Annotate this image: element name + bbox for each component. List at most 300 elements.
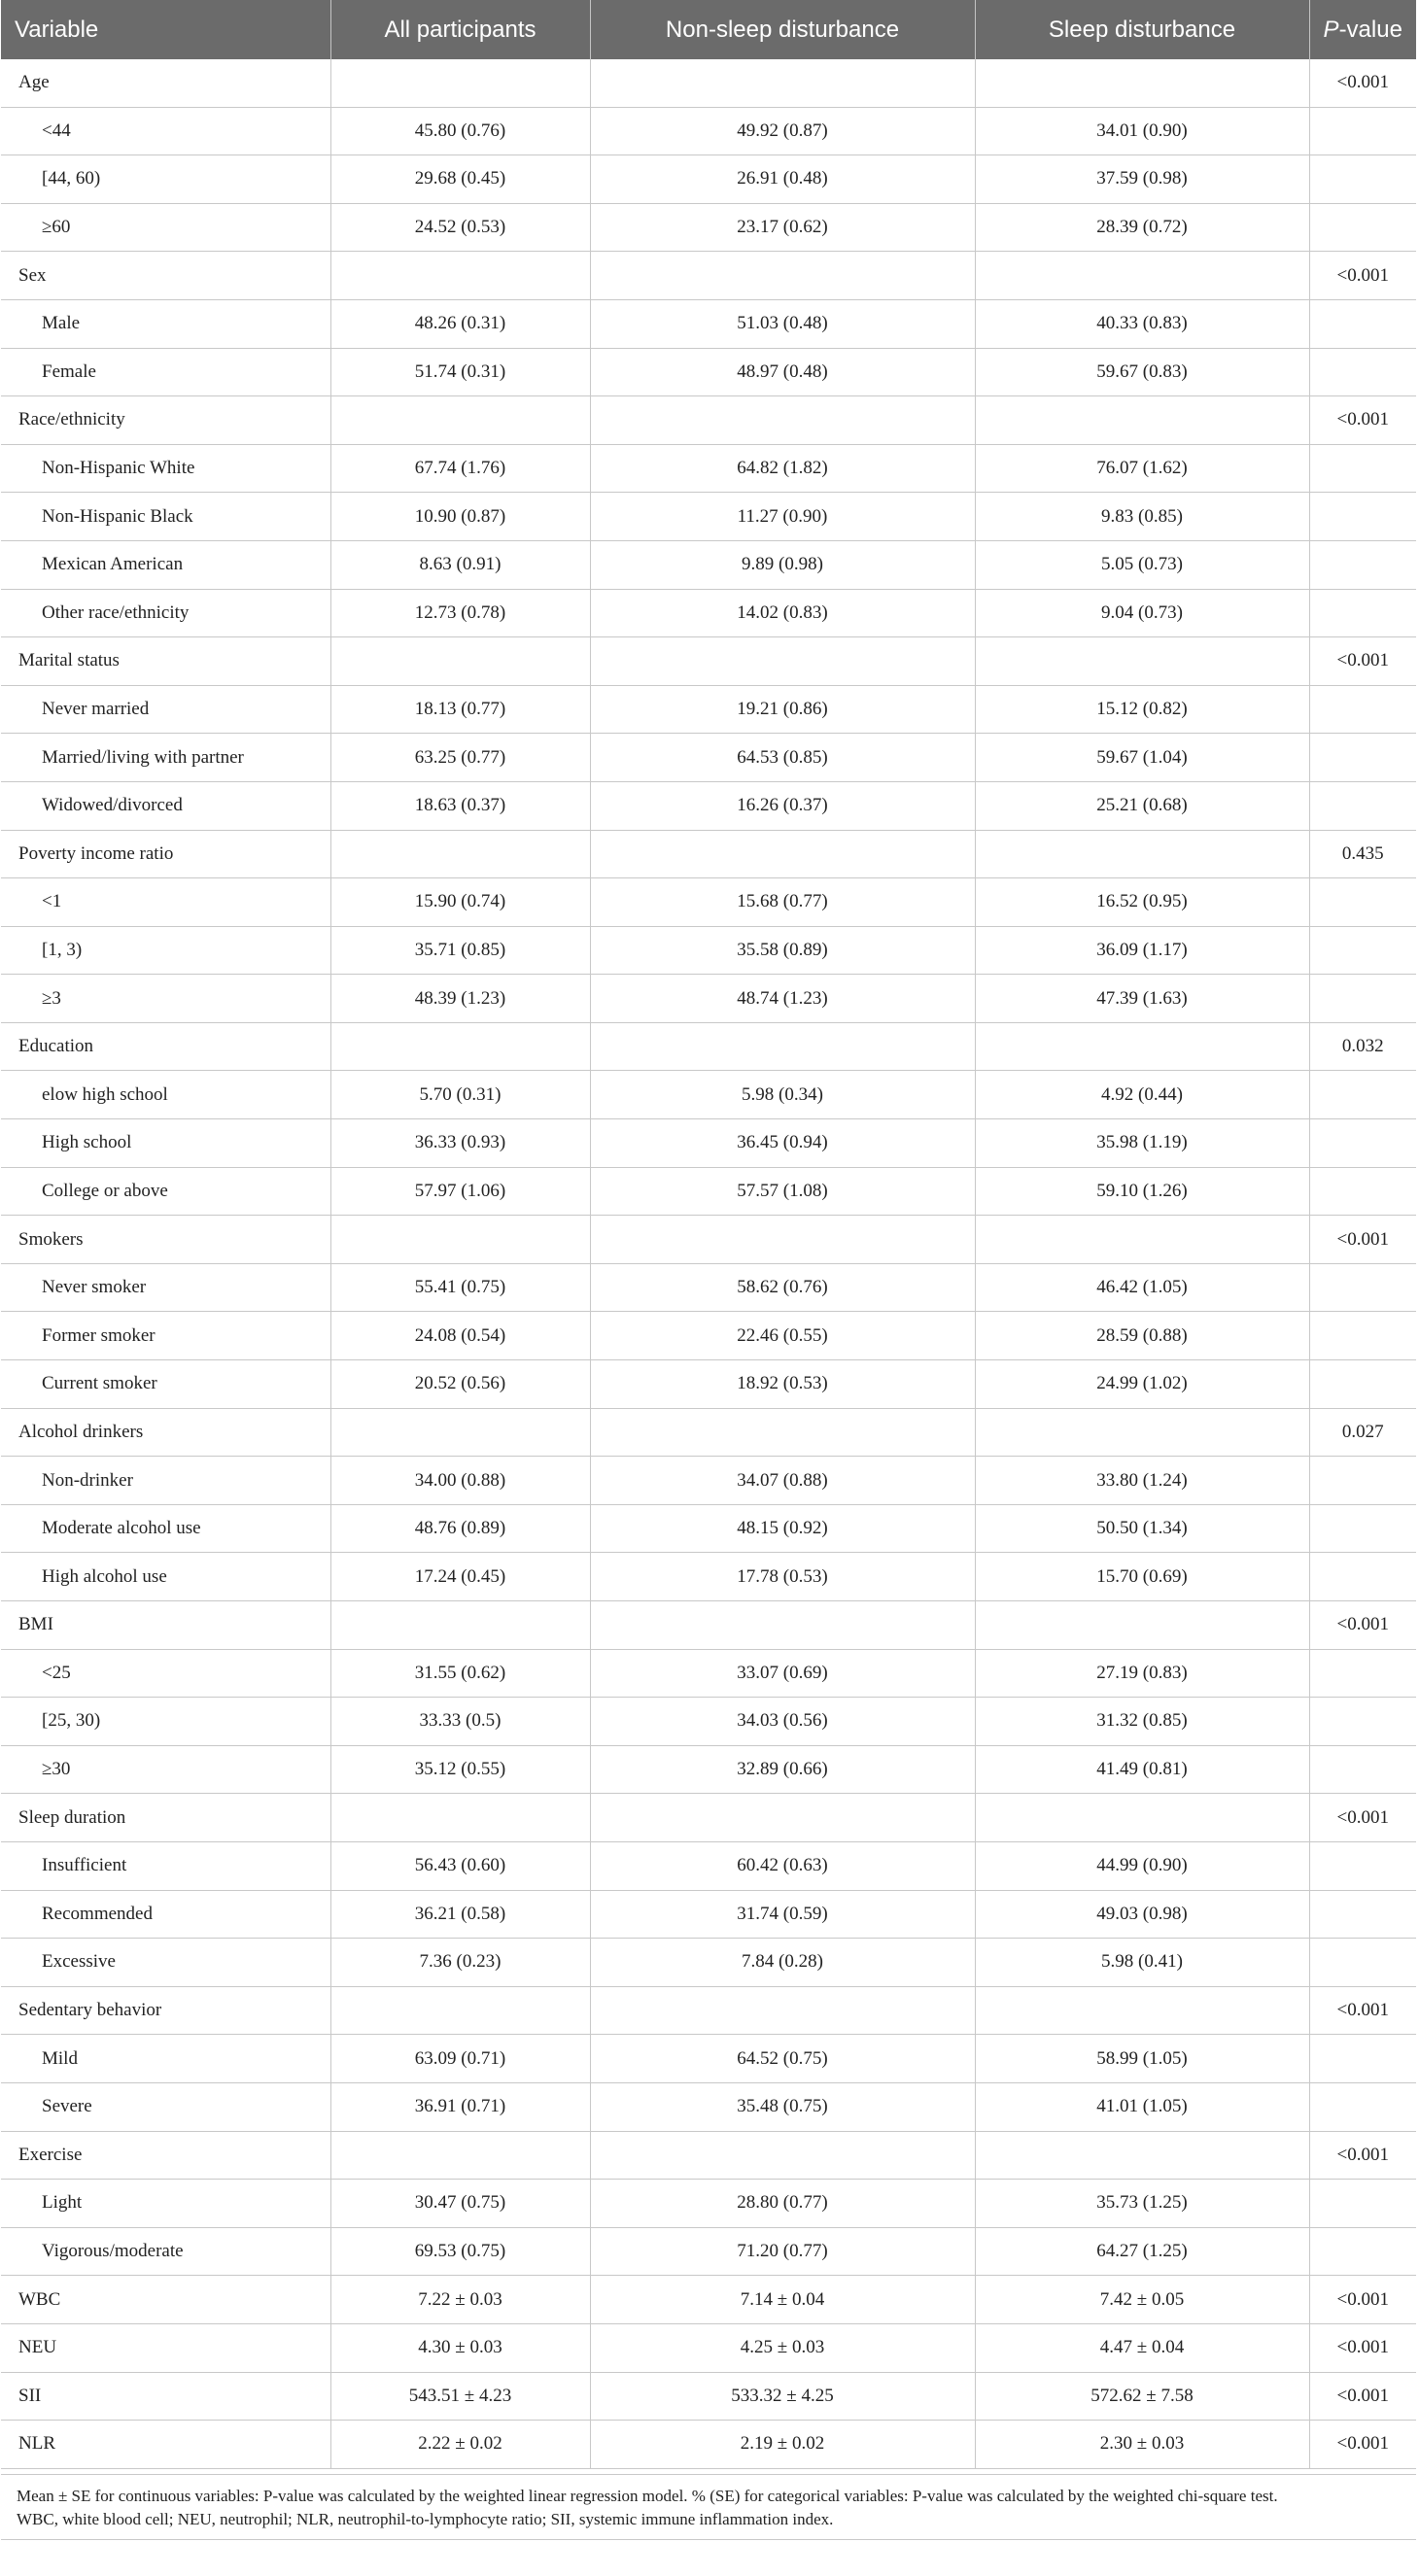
cell-all-participants: 69.53 (0.75) xyxy=(330,2227,590,2276)
table-row-subcategory xyxy=(1,1167,1416,1216)
row-label: NLR xyxy=(1,2421,330,2469)
cell-p-value xyxy=(1309,2227,1416,2276)
row-label: BMI xyxy=(1,1601,330,1650)
cell-non-sleep-disturbance: 22.46 (0.55) xyxy=(590,1312,975,1360)
row-label: Insufficient xyxy=(1,1841,330,1890)
cell-p-value xyxy=(1309,1312,1416,1360)
row-label: <1 xyxy=(1,878,330,927)
row-label: Exercise xyxy=(1,2131,330,2180)
cell-all-participants: 48.26 (0.31) xyxy=(330,299,590,348)
cell-all-participants: 29.68 (0.45) xyxy=(330,155,590,204)
footnote-statistics: Mean ± SE for continuous variables: P-value was calculated by the weighted linear regression model. % (SE) for categorical variables: P-value was calculated by the weighted chi-square test. xyxy=(17,2487,1278,2505)
cell-non-sleep-disturbance: 17.78 (0.53) xyxy=(590,1553,975,1601)
cell-p-value xyxy=(1309,1890,1416,1939)
cell-non-sleep-disturbance xyxy=(590,2131,975,2180)
table-row-subcategory xyxy=(1,1360,1416,1409)
cell-p-value: <0.001 xyxy=(1309,1601,1416,1650)
cell-non-sleep-disturbance: 57.57 (1.08) xyxy=(590,1167,975,1216)
table-row-variable xyxy=(1,637,1416,686)
row-label: Sex xyxy=(1,252,330,300)
cell-all-participants: 7.36 (0.23) xyxy=(330,1939,590,1987)
cell-non-sleep-disturbance xyxy=(590,1022,975,1071)
cell-sleep-disturbance xyxy=(975,830,1309,878)
row-label: WBC xyxy=(1,2276,330,2324)
cell-non-sleep-disturbance: 32.89 (0.66) xyxy=(590,1745,975,1794)
cell-non-sleep-disturbance: 7.14 ± 0.04 xyxy=(590,2276,975,2324)
cell-p-value: <0.001 xyxy=(1309,2323,1416,2372)
table-row-subcategory xyxy=(1,2082,1416,2131)
cell-p-value xyxy=(1309,1119,1416,1168)
cell-non-sleep-disturbance: 36.45 (0.94) xyxy=(590,1119,975,1168)
row-label: College or above xyxy=(1,1167,330,1216)
row-label: Moderate alcohol use xyxy=(1,1504,330,1553)
row-label: Excessive xyxy=(1,1939,330,1987)
cell-non-sleep-disturbance: 11.27 (0.90) xyxy=(590,493,975,541)
cell-sleep-disturbance: 25.21 (0.68) xyxy=(975,781,1309,830)
cell-sleep-disturbance xyxy=(975,637,1309,686)
cell-sleep-disturbance: 35.98 (1.19) xyxy=(975,1119,1309,1168)
table-row-subcategory xyxy=(1,1071,1416,1119)
table-row-subcategory xyxy=(1,2180,1416,2228)
cell-sleep-disturbance: 28.39 (0.72) xyxy=(975,203,1309,252)
cell-all-participants: 33.33 (0.5) xyxy=(330,1698,590,1746)
cell-all-participants: 55.41 (0.75) xyxy=(330,1263,590,1312)
table-row-subcategory xyxy=(1,1841,1416,1890)
cell-p-value xyxy=(1309,685,1416,734)
row-label: ≥3 xyxy=(1,975,330,1023)
cell-sleep-disturbance: 58.99 (1.05) xyxy=(975,2035,1309,2083)
cell-p-value: <0.001 xyxy=(1309,2131,1416,2180)
cell-sleep-disturbance: 5.05 (0.73) xyxy=(975,540,1309,589)
table-row-subcategory xyxy=(1,540,1416,589)
table-row-subcategory xyxy=(1,1649,1416,1698)
table-row-subcategory xyxy=(1,926,1416,975)
cell-all-participants: 24.52 (0.53) xyxy=(330,203,590,252)
cell-p-value xyxy=(1309,2180,1416,2228)
cell-non-sleep-disturbance xyxy=(590,1794,975,1842)
cell-p-value xyxy=(1309,107,1416,155)
cell-non-sleep-disturbance: 33.07 (0.69) xyxy=(590,1649,975,1698)
cell-sleep-disturbance: 64.27 (1.25) xyxy=(975,2227,1309,2276)
cell-p-value: 0.435 xyxy=(1309,830,1416,878)
cell-p-value xyxy=(1309,1745,1416,1794)
table-row-variable xyxy=(1,396,1416,445)
cell-p-value xyxy=(1309,1698,1416,1746)
header-p-value xyxy=(1309,0,1416,59)
cell-p-value xyxy=(1309,1649,1416,1698)
row-label: [25, 30) xyxy=(1,1698,330,1746)
cell-p-value xyxy=(1309,348,1416,396)
cell-all-participants xyxy=(330,1986,590,2035)
cell-all-participants: 543.51 ± 4.23 xyxy=(330,2372,590,2421)
row-label: Race/ethnicity xyxy=(1,396,330,445)
cell-sleep-disturbance xyxy=(975,252,1309,300)
row-label: [1, 3) xyxy=(1,926,330,975)
table-row-subcategory xyxy=(1,1312,1416,1360)
cell-p-value: <0.001 xyxy=(1309,2276,1416,2324)
cell-non-sleep-disturbance: 35.58 (0.89) xyxy=(590,926,975,975)
cell-p-value xyxy=(1309,155,1416,204)
table-row-subcategory xyxy=(1,975,1416,1023)
cell-sleep-disturbance xyxy=(975,1601,1309,1650)
cell-p-value xyxy=(1309,975,1416,1023)
cell-sleep-disturbance: 5.98 (0.41) xyxy=(975,1939,1309,1987)
header-all-participants: All participants xyxy=(330,0,590,59)
cell-sleep-disturbance xyxy=(975,1794,1309,1842)
table-row-variable xyxy=(1,830,1416,878)
cell-all-participants: 17.24 (0.45) xyxy=(330,1553,590,1601)
row-label: Vigorous/moderate xyxy=(1,2227,330,2276)
header-p-rest: -value xyxy=(1338,16,1402,43)
cell-sleep-disturbance: 4.47 ± 0.04 xyxy=(975,2323,1309,2372)
table-row-subcategory xyxy=(1,1504,1416,1553)
table-row-variable xyxy=(1,2421,1416,2469)
row-label: SII xyxy=(1,2372,330,2421)
table-row-variable xyxy=(1,2131,1416,2180)
table-footnotes xyxy=(1,2474,1416,2540)
cell-all-participants: 36.21 (0.58) xyxy=(330,1890,590,1939)
row-label: Non-drinker xyxy=(1,1457,330,1505)
cell-sleep-disturbance: 34.01 (0.90) xyxy=(975,107,1309,155)
cell-p-value xyxy=(1309,2035,1416,2083)
table-row-subcategory xyxy=(1,203,1416,252)
row-label: High alcohol use xyxy=(1,1553,330,1601)
cell-non-sleep-disturbance: 533.32 ± 4.25 xyxy=(590,2372,975,2421)
cell-non-sleep-disturbance: 48.15 (0.92) xyxy=(590,1504,975,1553)
cell-sleep-disturbance: 59.10 (1.26) xyxy=(975,1167,1309,1216)
cell-non-sleep-disturbance xyxy=(590,637,975,686)
cell-all-participants xyxy=(330,252,590,300)
table-row-subcategory xyxy=(1,2227,1416,2276)
cell-p-value: <0.001 xyxy=(1309,1794,1416,1842)
cell-sleep-disturbance: 44.99 (0.90) xyxy=(975,1841,1309,1890)
cell-non-sleep-disturbance: 7.84 (0.28) xyxy=(590,1939,975,1987)
row-label: Married/living with partner xyxy=(1,734,330,782)
cell-sleep-disturbance xyxy=(975,59,1309,107)
cell-all-participants: 34.00 (0.88) xyxy=(330,1457,590,1505)
cell-non-sleep-disturbance: 2.19 ± 0.02 xyxy=(590,2421,975,2469)
cell-p-value xyxy=(1309,1504,1416,1553)
table-row-subcategory xyxy=(1,685,1416,734)
row-label: Poverty income ratio xyxy=(1,830,330,878)
cell-all-participants: 15.90 (0.74) xyxy=(330,878,590,927)
cell-p-value: <0.001 xyxy=(1309,2421,1416,2469)
cell-all-participants: 2.22 ± 0.02 xyxy=(330,2421,590,2469)
cell-sleep-disturbance: 572.62 ± 7.58 xyxy=(975,2372,1309,2421)
cell-all-participants xyxy=(330,637,590,686)
table-header-row xyxy=(1,0,1416,59)
cell-non-sleep-disturbance xyxy=(590,59,975,107)
cell-p-value: <0.001 xyxy=(1309,1216,1416,1264)
table-row-subcategory xyxy=(1,734,1416,782)
cell-non-sleep-disturbance: 31.74 (0.59) xyxy=(590,1890,975,1939)
cell-all-participants: 63.25 (0.77) xyxy=(330,734,590,782)
cell-p-value: <0.001 xyxy=(1309,2372,1416,2421)
cell-non-sleep-disturbance: 48.74 (1.23) xyxy=(590,975,975,1023)
cell-p-value: <0.001 xyxy=(1309,396,1416,445)
cell-p-value: <0.001 xyxy=(1309,1986,1416,2035)
cell-non-sleep-disturbance xyxy=(590,830,975,878)
cell-p-value xyxy=(1309,1457,1416,1505)
cell-sleep-disturbance: 35.73 (1.25) xyxy=(975,2180,1309,2228)
cell-all-participants: 30.47 (0.75) xyxy=(330,2180,590,2228)
cell-non-sleep-disturbance xyxy=(590,1408,975,1457)
cell-non-sleep-disturbance xyxy=(590,1986,975,2035)
cell-sleep-disturbance: 4.92 (0.44) xyxy=(975,1071,1309,1119)
cell-all-participants: 18.63 (0.37) xyxy=(330,781,590,830)
cell-sleep-disturbance xyxy=(975,396,1309,445)
row-label: Education xyxy=(1,1022,330,1071)
cell-all-participants xyxy=(330,2131,590,2180)
cell-non-sleep-disturbance: 60.42 (0.63) xyxy=(590,1841,975,1890)
cell-non-sleep-disturbance: 5.98 (0.34) xyxy=(590,1071,975,1119)
cell-p-value xyxy=(1309,2082,1416,2131)
row-label: Current smoker xyxy=(1,1360,330,1409)
cell-sleep-disturbance: 59.67 (1.04) xyxy=(975,734,1309,782)
row-label: ≥30 xyxy=(1,1745,330,1794)
cell-all-participants xyxy=(330,1794,590,1842)
cell-non-sleep-disturbance: 26.91 (0.48) xyxy=(590,155,975,204)
table-row-variable xyxy=(1,1216,1416,1264)
table-row-subcategory xyxy=(1,1263,1416,1312)
cell-all-participants: 67.74 (1.76) xyxy=(330,444,590,493)
cell-all-participants: 48.76 (0.89) xyxy=(330,1504,590,1553)
cell-sleep-disturbance: 47.39 (1.63) xyxy=(975,975,1309,1023)
cell-p-value xyxy=(1309,1167,1416,1216)
cell-sleep-disturbance: 46.42 (1.05) xyxy=(975,1263,1309,1312)
cell-all-participants: 45.80 (0.76) xyxy=(330,107,590,155)
table-row-subcategory xyxy=(1,1939,1416,1987)
cell-p-value xyxy=(1309,1360,1416,1409)
row-label: Female xyxy=(1,348,330,396)
table-row-subcategory xyxy=(1,348,1416,396)
cell-non-sleep-disturbance: 71.20 (0.77) xyxy=(590,2227,975,2276)
cell-p-value xyxy=(1309,926,1416,975)
cell-p-value xyxy=(1309,444,1416,493)
table-row-subcategory xyxy=(1,1553,1416,1601)
cell-sleep-disturbance: 40.33 (0.83) xyxy=(975,299,1309,348)
cell-all-participants xyxy=(330,1022,590,1071)
row-label: Sedentary behavior xyxy=(1,1986,330,2035)
cell-non-sleep-disturbance: 64.82 (1.82) xyxy=(590,444,975,493)
cell-non-sleep-disturbance: 58.62 (0.76) xyxy=(590,1263,975,1312)
cell-sleep-disturbance: 59.67 (0.83) xyxy=(975,348,1309,396)
cell-sleep-disturbance: 15.12 (0.82) xyxy=(975,685,1309,734)
cell-all-participants: 4.30 ± 0.03 xyxy=(330,2323,590,2372)
row-label: [44, 60) xyxy=(1,155,330,204)
row-label: Smokers xyxy=(1,1216,330,1264)
cell-sleep-disturbance: 50.50 (1.34) xyxy=(975,1504,1309,1553)
row-label: Alcohol drinkers xyxy=(1,1408,330,1457)
table-row-subcategory xyxy=(1,155,1416,204)
footnote-abbreviations: WBC, white blood cell; NEU, neutrophil; NLR, neutrophil-to-lymphocyte ratio; SII, systemic immune inflammation index. xyxy=(17,2510,834,2528)
cell-sleep-disturbance: 9.83 (0.85) xyxy=(975,493,1309,541)
cell-sleep-disturbance: 41.01 (1.05) xyxy=(975,2082,1309,2131)
cell-sleep-disturbance: 49.03 (0.98) xyxy=(975,1890,1309,1939)
cell-p-value xyxy=(1309,781,1416,830)
cell-non-sleep-disturbance: 34.07 (0.88) xyxy=(590,1457,975,1505)
table-row-subcategory xyxy=(1,1745,1416,1794)
cell-non-sleep-disturbance: 64.52 (0.75) xyxy=(590,2035,975,2083)
cell-non-sleep-disturbance xyxy=(590,1216,975,1264)
row-label: Mexican American xyxy=(1,540,330,589)
cell-all-participants: 24.08 (0.54) xyxy=(330,1312,590,1360)
row-label: Non-Hispanic White xyxy=(1,444,330,493)
row-label: Widowed/divorced xyxy=(1,781,330,830)
cell-non-sleep-disturbance: 35.48 (0.75) xyxy=(590,2082,975,2131)
cell-sleep-disturbance: 28.59 (0.88) xyxy=(975,1312,1309,1360)
cell-all-participants: 35.12 (0.55) xyxy=(330,1745,590,1794)
row-label: NEU xyxy=(1,2323,330,2372)
table-row-subcategory xyxy=(1,589,1416,637)
cell-sleep-disturbance: 15.70 (0.69) xyxy=(975,1553,1309,1601)
cell-p-value xyxy=(1309,1939,1416,1987)
cell-p-value xyxy=(1309,493,1416,541)
row-label: Former smoker xyxy=(1,1312,330,1360)
cell-p-value: <0.001 xyxy=(1309,59,1416,107)
cell-sleep-disturbance: 16.52 (0.95) xyxy=(975,878,1309,927)
cell-all-participants: 36.33 (0.93) xyxy=(330,1119,590,1168)
cell-non-sleep-disturbance: 48.97 (0.48) xyxy=(590,348,975,396)
cell-non-sleep-disturbance xyxy=(590,396,975,445)
row-label: Sleep duration xyxy=(1,1794,330,1842)
cell-sleep-disturbance xyxy=(975,1216,1309,1264)
table-row-subcategory xyxy=(1,781,1416,830)
row-label: Marital status xyxy=(1,637,330,686)
row-label: Severe xyxy=(1,2082,330,2131)
header-sleep-disturbance: Sleep disturbance xyxy=(975,0,1309,59)
cell-all-participants: 5.70 (0.31) xyxy=(330,1071,590,1119)
table-row-subcategory xyxy=(1,1119,1416,1168)
cell-all-participants: 48.39 (1.23) xyxy=(330,975,590,1023)
row-label: elow high school xyxy=(1,1071,330,1119)
cell-non-sleep-disturbance: 18.92 (0.53) xyxy=(590,1360,975,1409)
header-non-sleep-disturbance: Non-sleep disturbance xyxy=(590,0,975,59)
cell-all-participants xyxy=(330,396,590,445)
cell-sleep-disturbance: 7.42 ± 0.05 xyxy=(975,2276,1309,2324)
table-row-variable xyxy=(1,59,1416,107)
row-label: Non-Hispanic Black xyxy=(1,493,330,541)
table-row-subcategory xyxy=(1,107,1416,155)
cell-sleep-disturbance xyxy=(975,1408,1309,1457)
cell-all-participants: 18.13 (0.77) xyxy=(330,685,590,734)
table-row-variable xyxy=(1,2276,1416,2324)
row-label: Age xyxy=(1,59,330,107)
cell-p-value xyxy=(1309,734,1416,782)
cell-all-participants xyxy=(330,830,590,878)
cell-non-sleep-disturbance: 16.26 (0.37) xyxy=(590,781,975,830)
table-row-subcategory xyxy=(1,444,1416,493)
cell-non-sleep-disturbance: 15.68 (0.77) xyxy=(590,878,975,927)
cell-non-sleep-disturbance: 23.17 (0.62) xyxy=(590,203,975,252)
table-body xyxy=(1,59,1416,2468)
cell-all-participants xyxy=(330,1601,590,1650)
row-label: High school xyxy=(1,1119,330,1168)
table-row-subcategory xyxy=(1,1698,1416,1746)
row-label: Other race/ethnicity xyxy=(1,589,330,637)
row-label: <25 xyxy=(1,1649,330,1698)
cell-non-sleep-disturbance xyxy=(590,252,975,300)
table-row-variable xyxy=(1,2323,1416,2372)
cell-all-participants: 36.91 (0.71) xyxy=(330,2082,590,2131)
cell-p-value xyxy=(1309,1263,1416,1312)
table-row-variable xyxy=(1,2372,1416,2421)
table-row-variable xyxy=(1,1022,1416,1071)
cell-p-value xyxy=(1309,589,1416,637)
cell-all-participants: 8.63 (0.91) xyxy=(330,540,590,589)
cell-non-sleep-disturbance: 34.03 (0.56) xyxy=(590,1698,975,1746)
row-label: ≥60 xyxy=(1,203,330,252)
cell-p-value xyxy=(1309,1071,1416,1119)
cell-sleep-disturbance: 27.19 (0.83) xyxy=(975,1649,1309,1698)
cell-non-sleep-disturbance: 14.02 (0.83) xyxy=(590,589,975,637)
cell-non-sleep-disturbance: 4.25 ± 0.03 xyxy=(590,2323,975,2372)
cell-sleep-disturbance: 76.07 (1.62) xyxy=(975,444,1309,493)
cell-p-value: <0.001 xyxy=(1309,252,1416,300)
cell-non-sleep-disturbance: 64.53 (0.85) xyxy=(590,734,975,782)
cell-all-participants: 31.55 (0.62) xyxy=(330,1649,590,1698)
cell-non-sleep-disturbance xyxy=(590,1601,975,1650)
cell-p-value xyxy=(1309,1553,1416,1601)
cell-non-sleep-disturbance: 51.03 (0.48) xyxy=(590,299,975,348)
row-label: Male xyxy=(1,299,330,348)
cell-p-value xyxy=(1309,540,1416,589)
row-label: Never smoker xyxy=(1,1263,330,1312)
cell-p-value: 0.032 xyxy=(1309,1022,1416,1071)
cell-all-participants: 20.52 (0.56) xyxy=(330,1360,590,1409)
row-label: <44 xyxy=(1,107,330,155)
cell-sleep-disturbance xyxy=(975,2131,1309,2180)
table-row-subcategory xyxy=(1,1457,1416,1505)
cell-all-participants: 63.09 (0.71) xyxy=(330,2035,590,2083)
row-label: Never married xyxy=(1,685,330,734)
cell-sleep-disturbance: 37.59 (0.98) xyxy=(975,155,1309,204)
cell-non-sleep-disturbance: 19.21 (0.86) xyxy=(590,685,975,734)
cell-p-value xyxy=(1309,299,1416,348)
cell-all-participants: 56.43 (0.60) xyxy=(330,1841,590,1890)
cell-all-participants: 12.73 (0.78) xyxy=(330,589,590,637)
table-row-subcategory xyxy=(1,493,1416,541)
cell-sleep-disturbance: 9.04 (0.73) xyxy=(975,589,1309,637)
cell-sleep-disturbance: 31.32 (0.85) xyxy=(975,1698,1309,1746)
cell-sleep-disturbance: 2.30 ± 0.03 xyxy=(975,2421,1309,2469)
cell-all-participants: 35.71 (0.85) xyxy=(330,926,590,975)
row-label: Mild xyxy=(1,2035,330,2083)
cell-p-value xyxy=(1309,203,1416,252)
row-label: Recommended xyxy=(1,1890,330,1939)
cell-all-participants xyxy=(330,59,590,107)
cell-non-sleep-disturbance: 28.80 (0.77) xyxy=(590,2180,975,2228)
table-row-subcategory xyxy=(1,1890,1416,1939)
cell-sleep-disturbance xyxy=(975,1986,1309,2035)
table-row-variable xyxy=(1,1794,1416,1842)
cell-p-value xyxy=(1309,878,1416,927)
table-row-subcategory xyxy=(1,878,1416,927)
cell-non-sleep-disturbance: 9.89 (0.98) xyxy=(590,540,975,589)
cell-sleep-disturbance xyxy=(975,1022,1309,1071)
cell-sleep-disturbance: 41.49 (0.81) xyxy=(975,1745,1309,1794)
cell-p-value xyxy=(1309,1841,1416,1890)
table-row-variable xyxy=(1,1986,1416,2035)
row-label: Light xyxy=(1,2180,330,2228)
cell-non-sleep-disturbance: 49.92 (0.87) xyxy=(590,107,975,155)
cell-all-participants: 57.97 (1.06) xyxy=(330,1167,590,1216)
table-row-variable xyxy=(1,1408,1416,1457)
characteristics-table xyxy=(1,0,1416,2469)
table-row-subcategory xyxy=(1,2035,1416,2083)
cell-p-value: 0.027 xyxy=(1309,1408,1416,1457)
cell-sleep-disturbance: 36.09 (1.17) xyxy=(975,926,1309,975)
